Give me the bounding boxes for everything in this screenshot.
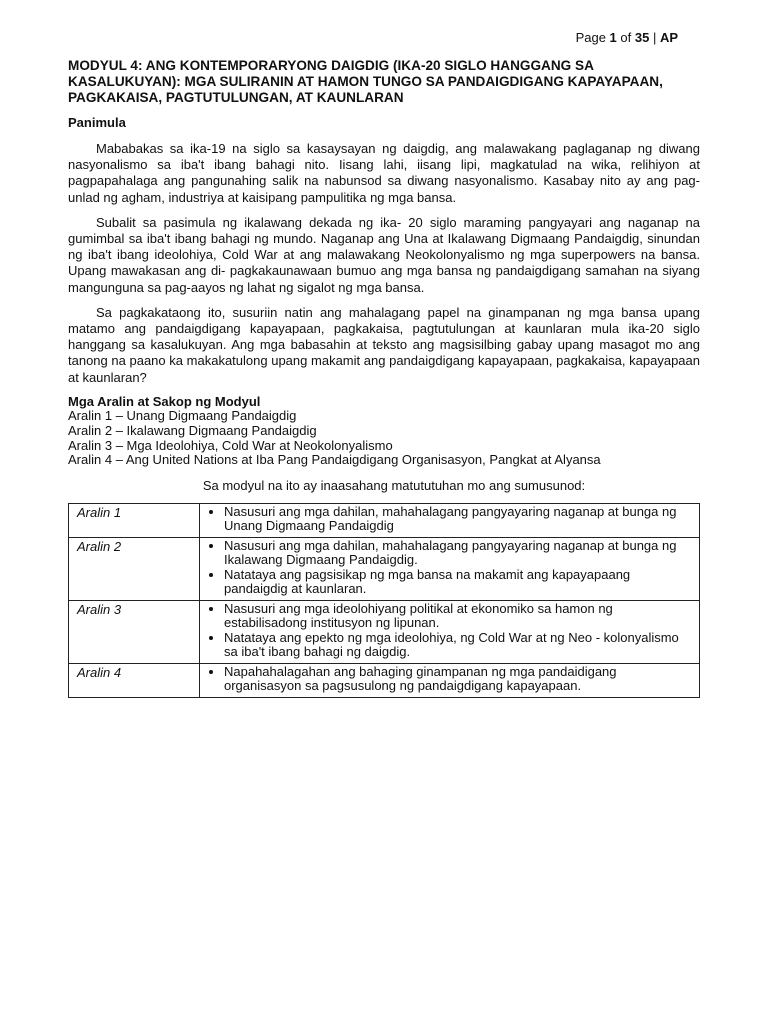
table-row <box>69 503 700 537</box>
lessons-heading: Mga Aralin at Sakop ng Modyul <box>68 393 261 409</box>
page-number: 1 <box>609 30 617 45</box>
module-title: MODYUL 4: ANG KONTEMPORARYONG DAIGDIG (IKA-20 SIGLO HANGGANG SA KASALUKUYAN): MGA SULIRANIN AT HAMON TUNGO SA PANDAIGDIGANG KAPAYAPAAN, PAGKAKAISA, PAGTUTULUNGAN, AT KAUNLARAN <box>68 58 663 105</box>
lessons-list <box>68 395 700 468</box>
lesson-cell: Aralin 3 <box>69 600 200 663</box>
paragraph: Sa pagkakataong ito, susuriin natin ang mahalagang papel na ginampanan ng mga bansa upang matamo ang pandaigdigang kapayapaan, pagkakaisa, pagtutulungan at kaunlaran mula ika-20 siglo hanggang sa kasalukuyan. Ang mga babasahin at teksto ang magsisilbing gabay upang masagot mo ang tanong na paano ka makakatulong upang makamit ang pandaigdigang kapayapaan, pagkakaisa, kapayapaan at kaunlaran? <box>68 304 700 385</box>
objective-item: • Natataya ang pagsisikap ng mga bansa na makamit ang kapayapaang pandaigdig at kaunlaran. <box>224 568 695 597</box>
page-of: of <box>616 30 635 45</box>
page-header <box>576 30 678 45</box>
table-row <box>69 600 700 663</box>
objective-item: • Nasusuri ang mga dahilan, mahahalagang pangyayaring naganap at bunga ng Ikalawang Digmaang Pandaigdig. <box>224 539 695 568</box>
lesson-cell: Aralin 1 <box>69 503 200 537</box>
header-separator: | <box>649 30 660 45</box>
objectives-intro: Sa modyul na ito ay inaasahang matututuhan mo ang sumusunod: <box>202 477 586 493</box>
table-row <box>69 537 700 600</box>
table-row <box>69 663 700 697</box>
total-pages: 35 <box>634 30 650 45</box>
lesson-item: Aralin 2 – Ikalawang Digmaang Pandaigdig <box>68 423 317 439</box>
lesson-item: Aralin 1 – Unang Digmaang Pandaigdig <box>68 408 297 424</box>
paragraph: Subalit sa pasimula ng ikalawang dekada ng ika- 20 siglo maraming pangyayari ang naganap na gumimbal sa iba't ibang bahagi ng mundo. Naganap ang Una at Ikalawang Digmaang Pandaigdig, sinundan ng iba't ibang ideolohiya, Cold War at ang malawakang Neokolonyalismo ng mga superpowers na bansa. Upang mawakasan ang di- pagkakaunawaan bumuo ang mga bansa ng pandaigdigang samahan na siyang mangunguna sa pag-aayos ng lahat ng sigalot ng mga bansa. <box>68 214 700 295</box>
lesson-cell: Aralin 2 <box>69 537 200 600</box>
page-content <box>68 58 700 698</box>
objective-item: • Napahahalagahan ang bahaging ginampanan ng mga pandaidigang organisasyon sa pagsusulong ng pandaigdigang kapayapaan. <box>224 665 695 694</box>
objectives-cell <box>200 600 700 663</box>
lesson-item: Aralin 4 – Ang United Nations at Iba Pang Pandaigdigang Organisasyon, Pangkat at Alyansa <box>68 452 601 468</box>
section-heading: Panimula <box>68 115 126 130</box>
objectives-cell <box>200 537 700 600</box>
lesson-item: Aralin 3 – Mga Ideolohiya, Cold War at Neokolonyalismo <box>68 437 393 453</box>
objectives-cell <box>200 663 700 697</box>
paragraph: Mababakas sa ika-19 na siglo sa kasaysayan ng daigdig, ang malawakang paglaganap ng diwang nasyonalismo sa iba't ibang bahagi nito. Iisang lahi, iisang lipi, magkatulad na wika, relihiyon at pagpapahalaga ang pangunahing salik na nabunsod sa diwang nasyonalismo. Kasabay nito ay ang pag-unlad ng agham, industriya at kaisipang pampulitika ng mga bansa. <box>68 141 700 205</box>
objective-item: • Nasusuri ang mga ideolohiyang politikal at ekonomiko sa hamon ng estabilisadong institusyon ng lipunan. <box>224 602 695 631</box>
objective-item: • Nasusuri ang mga dahilan, mahahalagang pangyayaring naganap at bunga ng Unang Digmaang Pandaigdig <box>224 505 695 534</box>
objectives-cell <box>200 503 700 537</box>
lesson-cell: Aralin 4 <box>69 663 200 697</box>
objectives-table <box>68 503 700 698</box>
subject-code: AP <box>659 30 678 45</box>
page-prefix: Page <box>575 30 610 45</box>
objective-item: • Natataya ang epekto ng mga ideolohiya, ng Cold War at ng Neo - kolonyalismo sa iba't ibang bahagi ng daigdig. <box>224 631 695 660</box>
